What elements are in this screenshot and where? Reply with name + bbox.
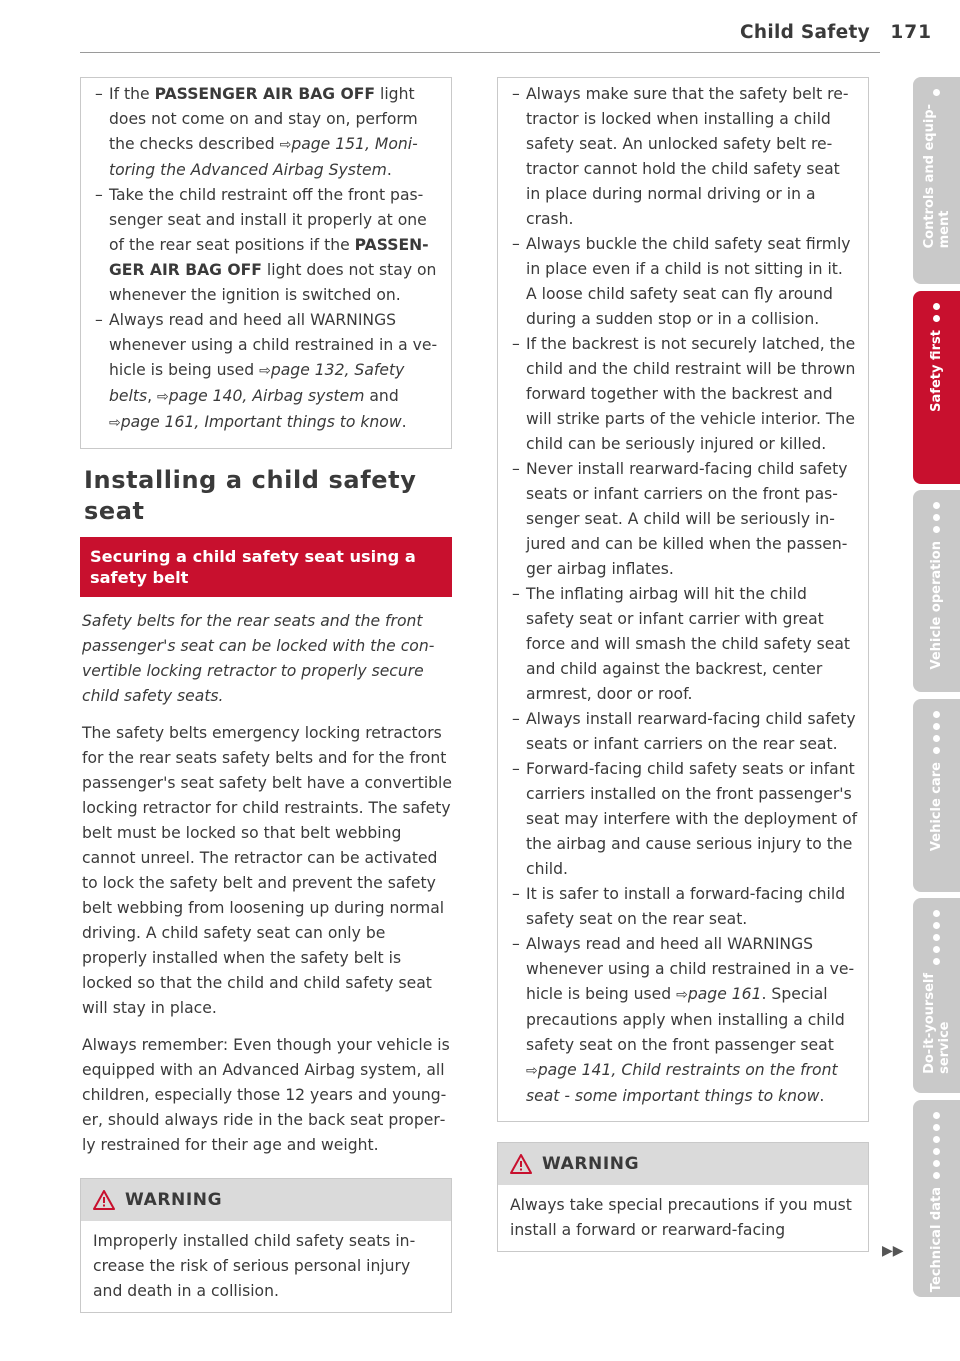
list-item: – Always read and heed all WARNINGS whenever using a child restrained in a vehicle is being used ⇨page 161. Special precautions apply when installing a child safety seat on the front passenger seat ⇨page 141, Child restraints on the front seat - some important things to know.: [510, 932, 858, 1109]
list-item: – The inflating airbag will hit the child safety seat or infant carrier with great force and will smash the child safety seat and child against the backrest, center armrest, door or roof.: [510, 582, 858, 707]
list-item: – If the backrest is not securely latched, the child and the child restraint will be thrown forward together with the backrest and will strike parts of the vehicle interior. The child can be seriously injured or killed.: [510, 332, 858, 457]
tab-label: Do-it-yourself service: [921, 973, 952, 1074]
list-item: – If the PASSENGER AIR BAG OFF light does not come on and stay on, perform the checks described ⇨page 151, Monitoring the Advanced Airbag System.: [93, 82, 441, 183]
list-item: – Always buckle the child safety seat firmly in place even if a child is not sitting in it. A loose child safety seat can fly around during a sudden stop or in a collision.: [510, 232, 858, 332]
tab-vehicle-operation[interactable]: [913, 490, 960, 692]
tab-dots-icon: [932, 910, 942, 965]
page-ref-arrow-icon: ⇨: [279, 137, 292, 153]
page-reference-link[interactable]: page 141, Child restraints on the front seat - some important things to know: [526, 1061, 838, 1105]
list-item: – Always read and heed all WARNINGS whenever using a child restrained in a vehicle is being used ⇨page 132, Safety belts, ⇨page 140, Airbag system and ⇨page 161, Important things to know.: [93, 308, 441, 436]
tab-safety-first[interactable]: [913, 291, 960, 484]
tab-controls-and-equipment[interactable]: [913, 77, 960, 284]
tab-label: Safety first: [929, 330, 944, 412]
warning-header: [498, 1143, 868, 1185]
tab-dots-icon: [932, 303, 942, 322]
list-item: – Take the child restraint off the front passenger seat and install it properly at one of the rear seat positions if the PASSENGER AIR BAG OFF light does not stay on whenever the ignition is switched on.: [93, 183, 441, 308]
warning-box: [497, 1142, 869, 1252]
right-column: [497, 77, 869, 1252]
page-reference-link[interactable]: page 151, Monitoring the Advanced Airbag System: [109, 135, 418, 179]
header-rule: [80, 52, 880, 53]
warning-header: [81, 1179, 451, 1221]
page-reference-link[interactable]: page 132, Safety belts: [109, 361, 405, 405]
subsection-title-bar: Securing a child safety seat using a safety belt: [80, 537, 452, 597]
warning-label: WARNING: [542, 1154, 640, 1174]
page-reference-link[interactable]: page 161, Important things to know: [120, 413, 402, 431]
warning-box: [80, 1178, 452, 1313]
tab-vehicle-care[interactable]: [913, 699, 960, 892]
warning-text: Improperly installed child safety seats increase the risk of serious personal injury and death in a collision.: [93, 1232, 416, 1300]
page-ref-arrow-icon: ⇨: [676, 987, 688, 1003]
body-paragraph: The safety belts emergency locking retractors for the rear seats safety belts and for the front passenger's seat safety belt have a convertible locking retractor for child restraints. The safety belt must be locked so that belt webbing cannot unreel. The retractor can be activated to lock the safety belt and prevent the safety belt webbing from loosening up during normal driving. A child safety seat can only be properly installed when the safety belt is locked so that the child and child safety seat will stay in place.: [82, 724, 452, 1017]
warning-triangle-icon: [510, 1154, 532, 1174]
tab-label: Vehicle care: [929, 762, 944, 852]
intro-paragraph: Safety belts for the rear seats and the front passenger's seat can be locked with the convertible locking retractor to properly secure child safety seats.: [82, 612, 435, 705]
tab-dots-icon: [932, 502, 942, 533]
page-ref-arrow-icon: ⇨: [109, 415, 121, 431]
left-column: [80, 77, 452, 1313]
list-item: – Never install rearward-facing child safety seats or infant carriers on the front passenger seat. A child will be seriously injured and can be killed when the passenger airbag inflates.: [510, 457, 858, 582]
tab-label: Technical data: [929, 1187, 944, 1293]
warning-triangle-icon: [93, 1190, 115, 1210]
warning-list-box: [497, 77, 869, 1122]
page-number: 171: [890, 22, 932, 43]
section-title: Installing a child safety seat: [84, 466, 417, 525]
tab-label: Vehicle operation: [929, 541, 944, 670]
body-paragraph: Always remember: Even though your vehicle is equipped with an Advanced Airbag system, all children, especially those 12 years and younger, should always ride in the back seat properly restrained for their age and weight.: [82, 1036, 450, 1154]
list-item: – Always make sure that the safety belt retractor is locked when installing a child safety seat. An unlocked safety belt retractor cannot hold the child safety seat in place during normal driving or in a crash.: [510, 82, 858, 232]
page-reference-link[interactable]: page 161: [687, 985, 762, 1003]
warning-label: WARNING: [125, 1190, 223, 1210]
page-ref-arrow-icon: ⇨: [259, 363, 271, 379]
continued-list-box: [80, 77, 452, 449]
continued-arrow-icon: ▶▶: [882, 1243, 904, 1259]
running-header-title: Child Safety: [739, 22, 870, 43]
list-item: – Always install rearward-facing child safety seats or infant carriers on the rear seat.: [510, 707, 858, 757]
page-ref-arrow-icon: ⇨: [157, 389, 169, 405]
list-item: – It is safer to install a forward-facing child safety seat on the rear seat.: [510, 882, 858, 932]
warning-text: Always take special precautions if you must install a forward or rearward-facing: [510, 1196, 852, 1239]
tab-dots-icon: [932, 711, 942, 754]
tab-dots-icon: [932, 89, 942, 96]
page-ref-arrow-icon: ⇨: [526, 1063, 538, 1079]
tab-technical-data[interactable]: [913, 1100, 960, 1297]
list-item: – Forward-facing child safety seats or infant carriers installed on the front passenger's seat may interfere with the deployment of the airbag and cause serious injury to the child.: [510, 757, 858, 882]
tab-dots-icon: [932, 1112, 942, 1179]
page-reference-link[interactable]: page 140, Airbag system: [168, 387, 365, 405]
tab-do-it-yourself-service[interactable]: [913, 898, 960, 1093]
tab-label: Controls and equip- ment: [921, 104, 952, 249]
